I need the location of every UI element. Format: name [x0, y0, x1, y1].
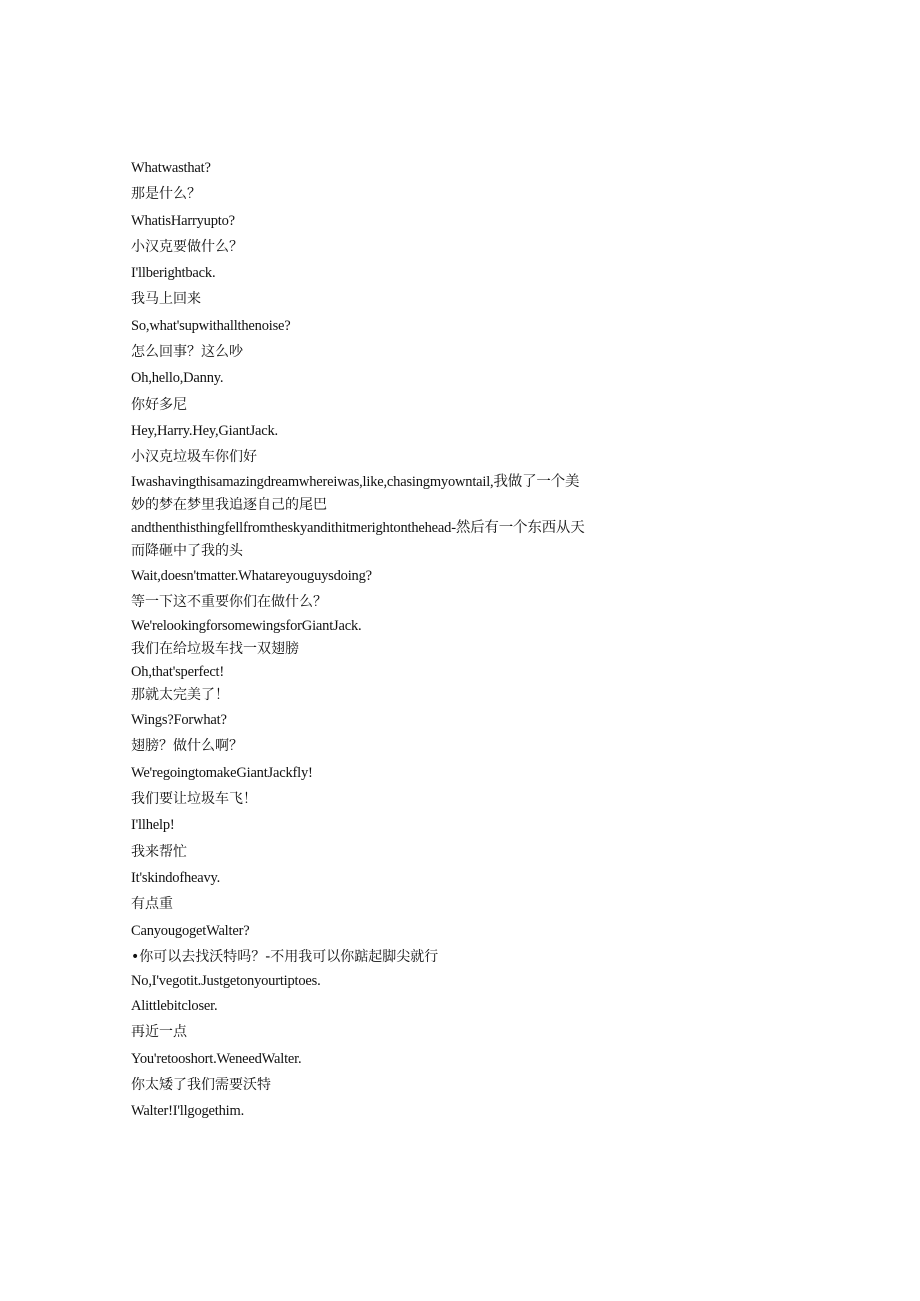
- transcript-line: Oh,hello,Danny.: [131, 370, 224, 387]
- transcript-line: Walter!I'llgogethim.: [131, 1103, 245, 1120]
- transcript-line: Oh,that'sperfect!: [131, 664, 225, 681]
- transcript-line: 那是什么？: [131, 186, 201, 203]
- transcript-line: andthenthisthingfellfromtheskyandithitmerightonthehead-然后有一个东西从天: [131, 519, 585, 536]
- transcript-line: Wait,doesn'tmatter.Whatareyouguysdoing?: [131, 567, 372, 584]
- transcript-line: 小汉克要做什么？: [131, 238, 243, 255]
- transcript-line: We'relookingforsomewingsforGiantJack.: [131, 618, 362, 635]
- transcript-line: 怎么回事？这么吵: [131, 344, 243, 361]
- transcript-line: You'retooshort.WeneedWalter.: [131, 1050, 302, 1067]
- transcript-line: CanyougogetWalter?: [131, 922, 250, 939]
- transcript-line: No,I'vegotit.Justgetonyourtiptoes.: [131, 973, 321, 990]
- transcript-line: We'regoingtomakeGiantJackfly!: [131, 764, 313, 781]
- transcript-line: 我们要让垃圾车飞！: [131, 791, 257, 808]
- transcript-line: Whatwasthat?: [131, 160, 211, 176]
- transcript-line: 我来帮忙: [131, 843, 187, 860]
- transcript-line: •你可以去找沃特吗？-不用我可以你踮起脚尖就行: [131, 948, 439, 965]
- transcript-line: So,what'supwithallthenoise?: [131, 317, 291, 334]
- transcript-line: 我们在给垃圾车找一双翅膀: [131, 641, 299, 658]
- transcript-line: Iwashavingthisamazingdreamwhereiwas,like,chasingmyowntail,我做了一个美: [131, 473, 580, 490]
- transcript-line: I'llhelp!: [131, 817, 175, 834]
- transcript-line: 我马上回来: [131, 291, 201, 308]
- transcript-line: Hey,Harry.Hey,GiantJack.: [131, 422, 278, 439]
- transcript-line: 有点重: [131, 896, 173, 913]
- transcript-line: 等一下这不重要你们在做什么？: [131, 593, 327, 610]
- transcript-line: 那就太完美了！: [131, 687, 229, 704]
- transcript-line: 小汉克垃圾车你们好: [131, 449, 257, 466]
- transcript-line: 而降砸中了我的头: [131, 542, 243, 559]
- transcript-line: Alittlebitcloser.: [131, 998, 218, 1015]
- transcript-line: WhatisHarryupto?: [131, 212, 235, 229]
- transcript-line: 再近一点: [131, 1024, 187, 1041]
- transcript-line: Wings?Forwhat?: [131, 712, 227, 729]
- transcript-line: I'llberightback.: [131, 265, 216, 282]
- transcript-line: 翅膀？做什么啊？: [131, 738, 243, 755]
- transcript-line: 你太矮了我们需要沃特: [131, 1077, 271, 1094]
- transcript-body: [131, 155, 671, 1125]
- transcript-line: 妙的梦在梦里我追逐自己的尾巴: [131, 496, 327, 513]
- transcript-line: 你好多尼: [131, 396, 187, 413]
- transcript-line: It'skindofheavy.: [131, 869, 221, 886]
